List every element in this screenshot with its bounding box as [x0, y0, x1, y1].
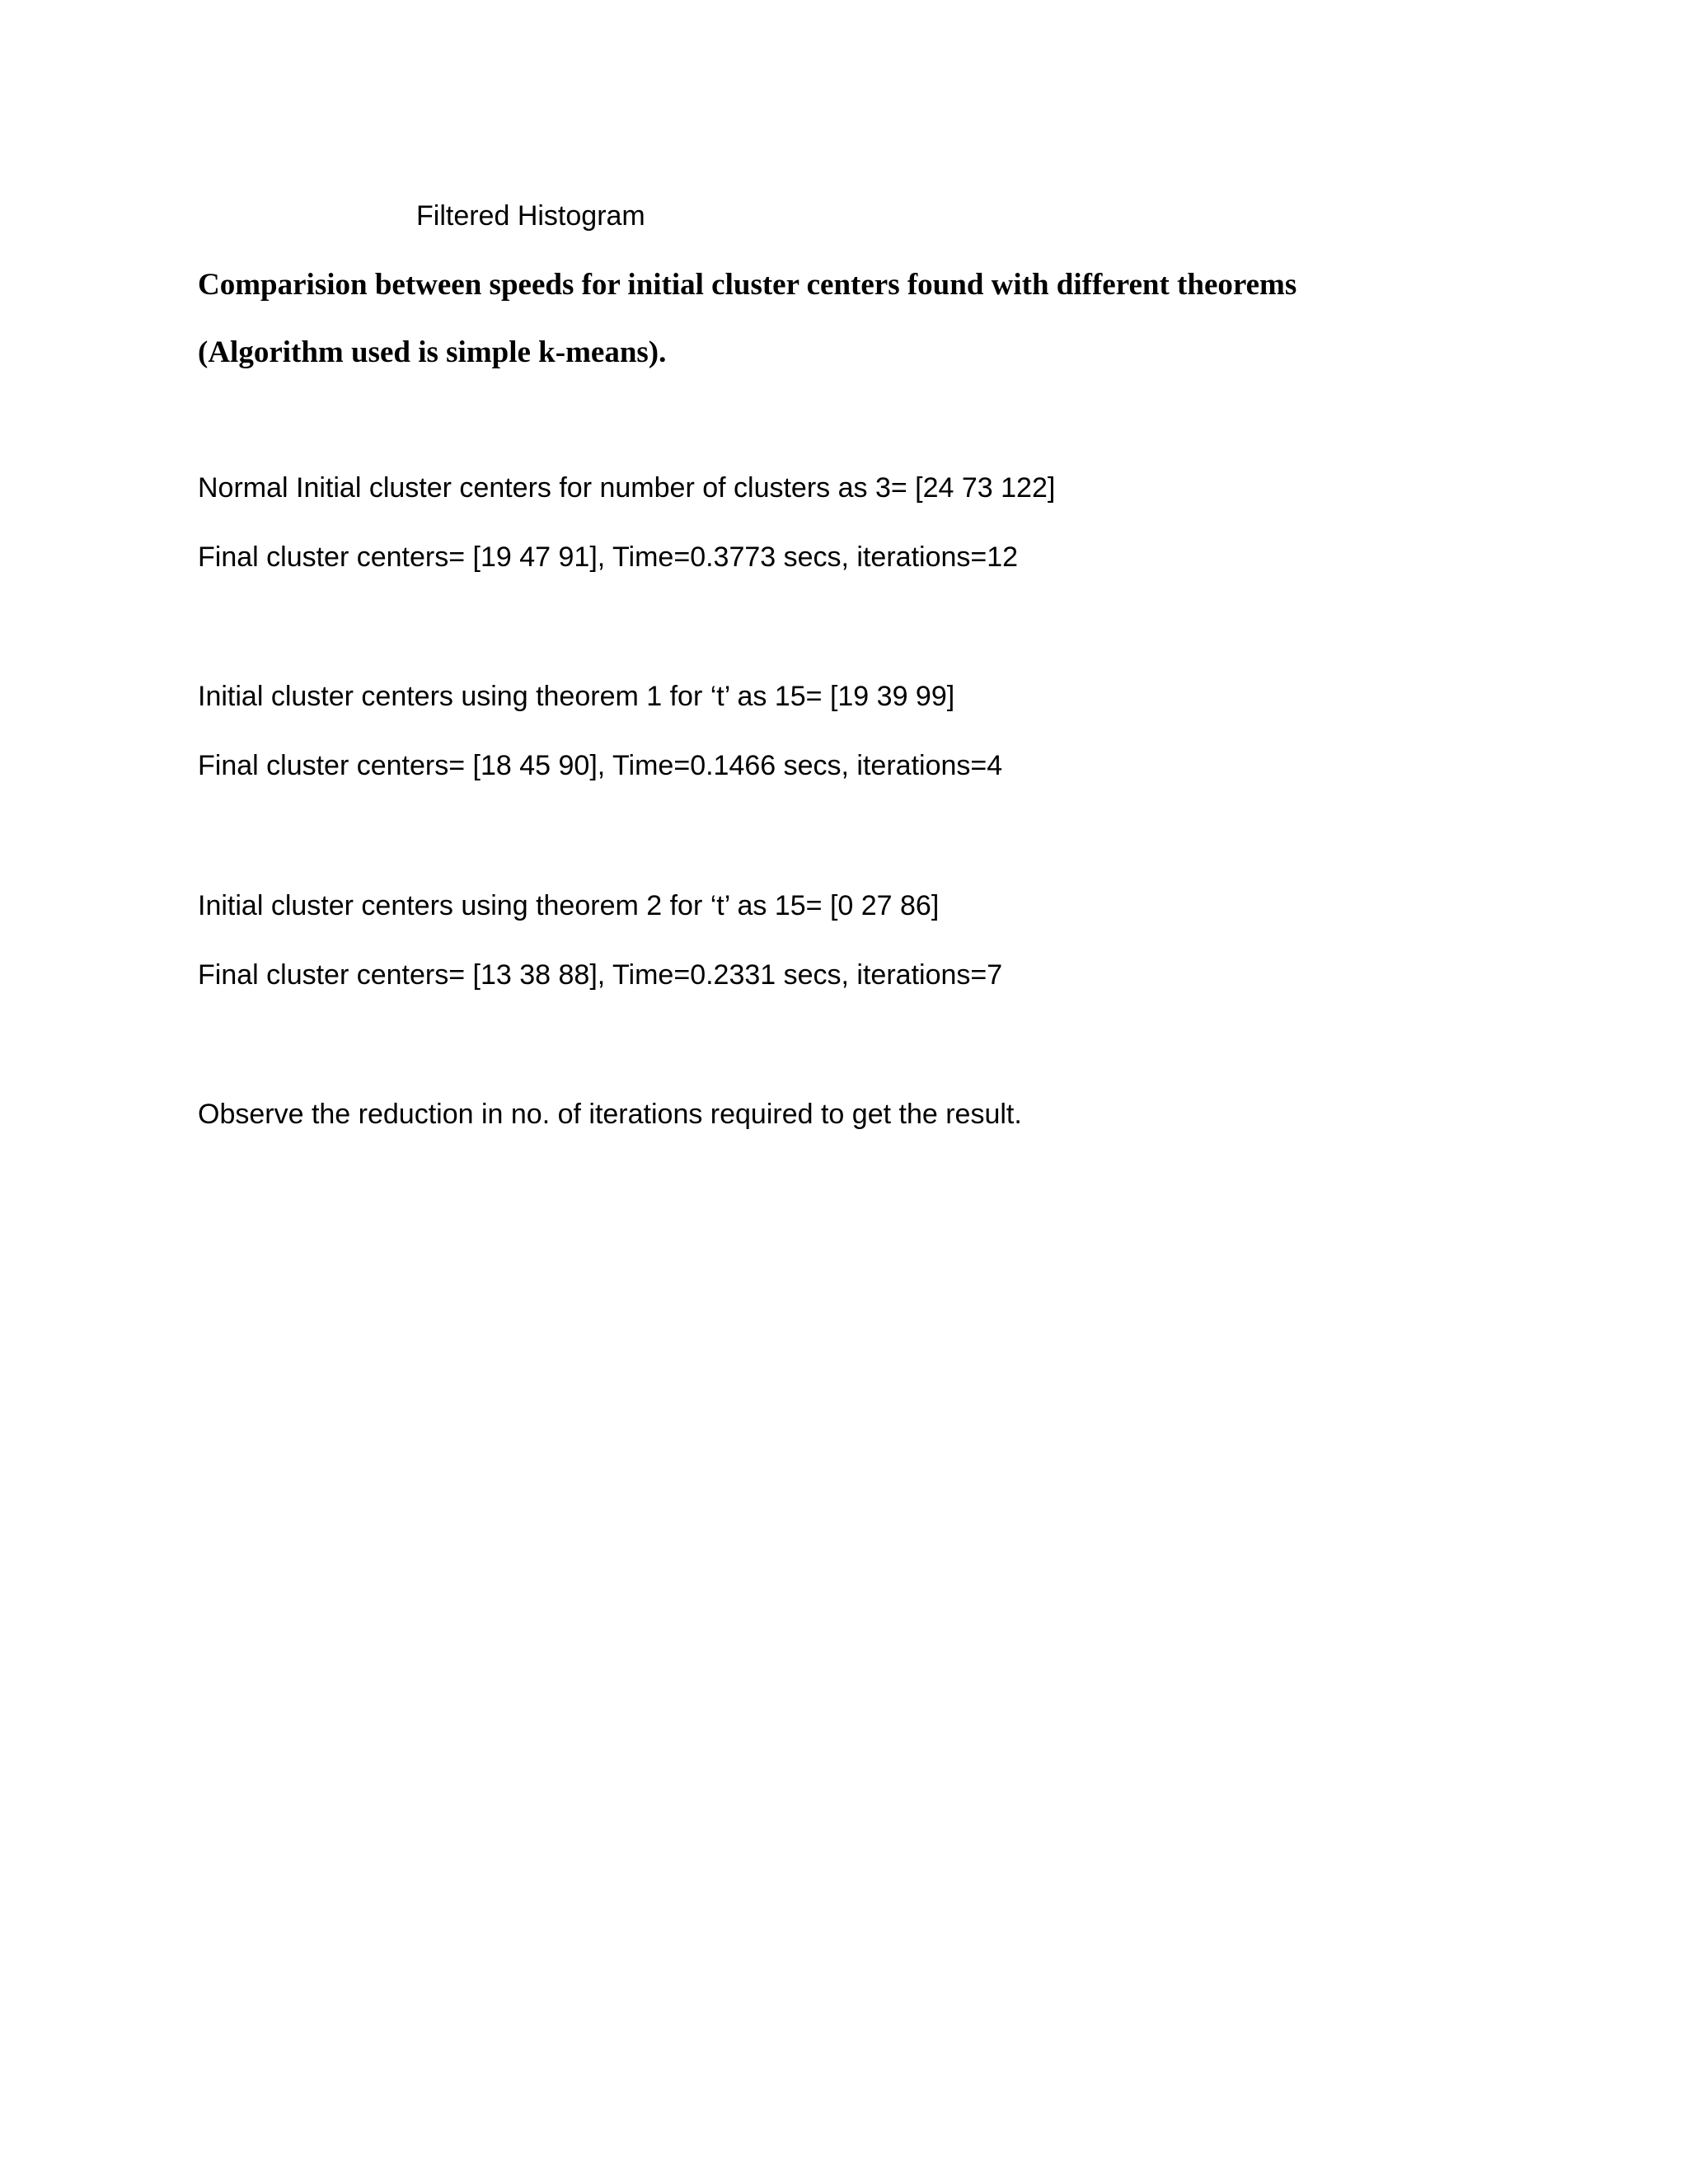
theorem2-initial-centers: Initial cluster centers using theorem 2 for ‘t’ as 15= [0 27 86]: [198, 890, 940, 921]
heading-line-1: Comparision between speeds for initial cluster centers found with different theorems: [198, 268, 1297, 302]
observation-text: Observe the reduction in no. of iterations required to get the result.: [198, 1099, 1022, 1130]
figure-caption: Filtered Histogram: [416, 200, 645, 232]
theorem1-final-centers: Final cluster centers= [18 45 90], Time=0.1466 secs, iterations=4: [198, 750, 1003, 781]
normal-final-centers: Final cluster centers= [19 47 91], Time=0.3773 secs, iterations=12: [198, 541, 1019, 573]
theorem1-initial-centers: Initial cluster centers using theorem 1 for ‘t’ as 15= [19 39 99]: [198, 681, 955, 712]
theorem2-final-centers: Final cluster centers= [13 38 88], Time=0.2331 secs, iterations=7: [198, 959, 1003, 991]
normal-initial-centers: Normal Initial cluster centers for number of clusters as 3= [24 73 122]: [198, 472, 1056, 504]
heading-line-2: (Algorithm used is simple k-means).: [198, 335, 667, 369]
